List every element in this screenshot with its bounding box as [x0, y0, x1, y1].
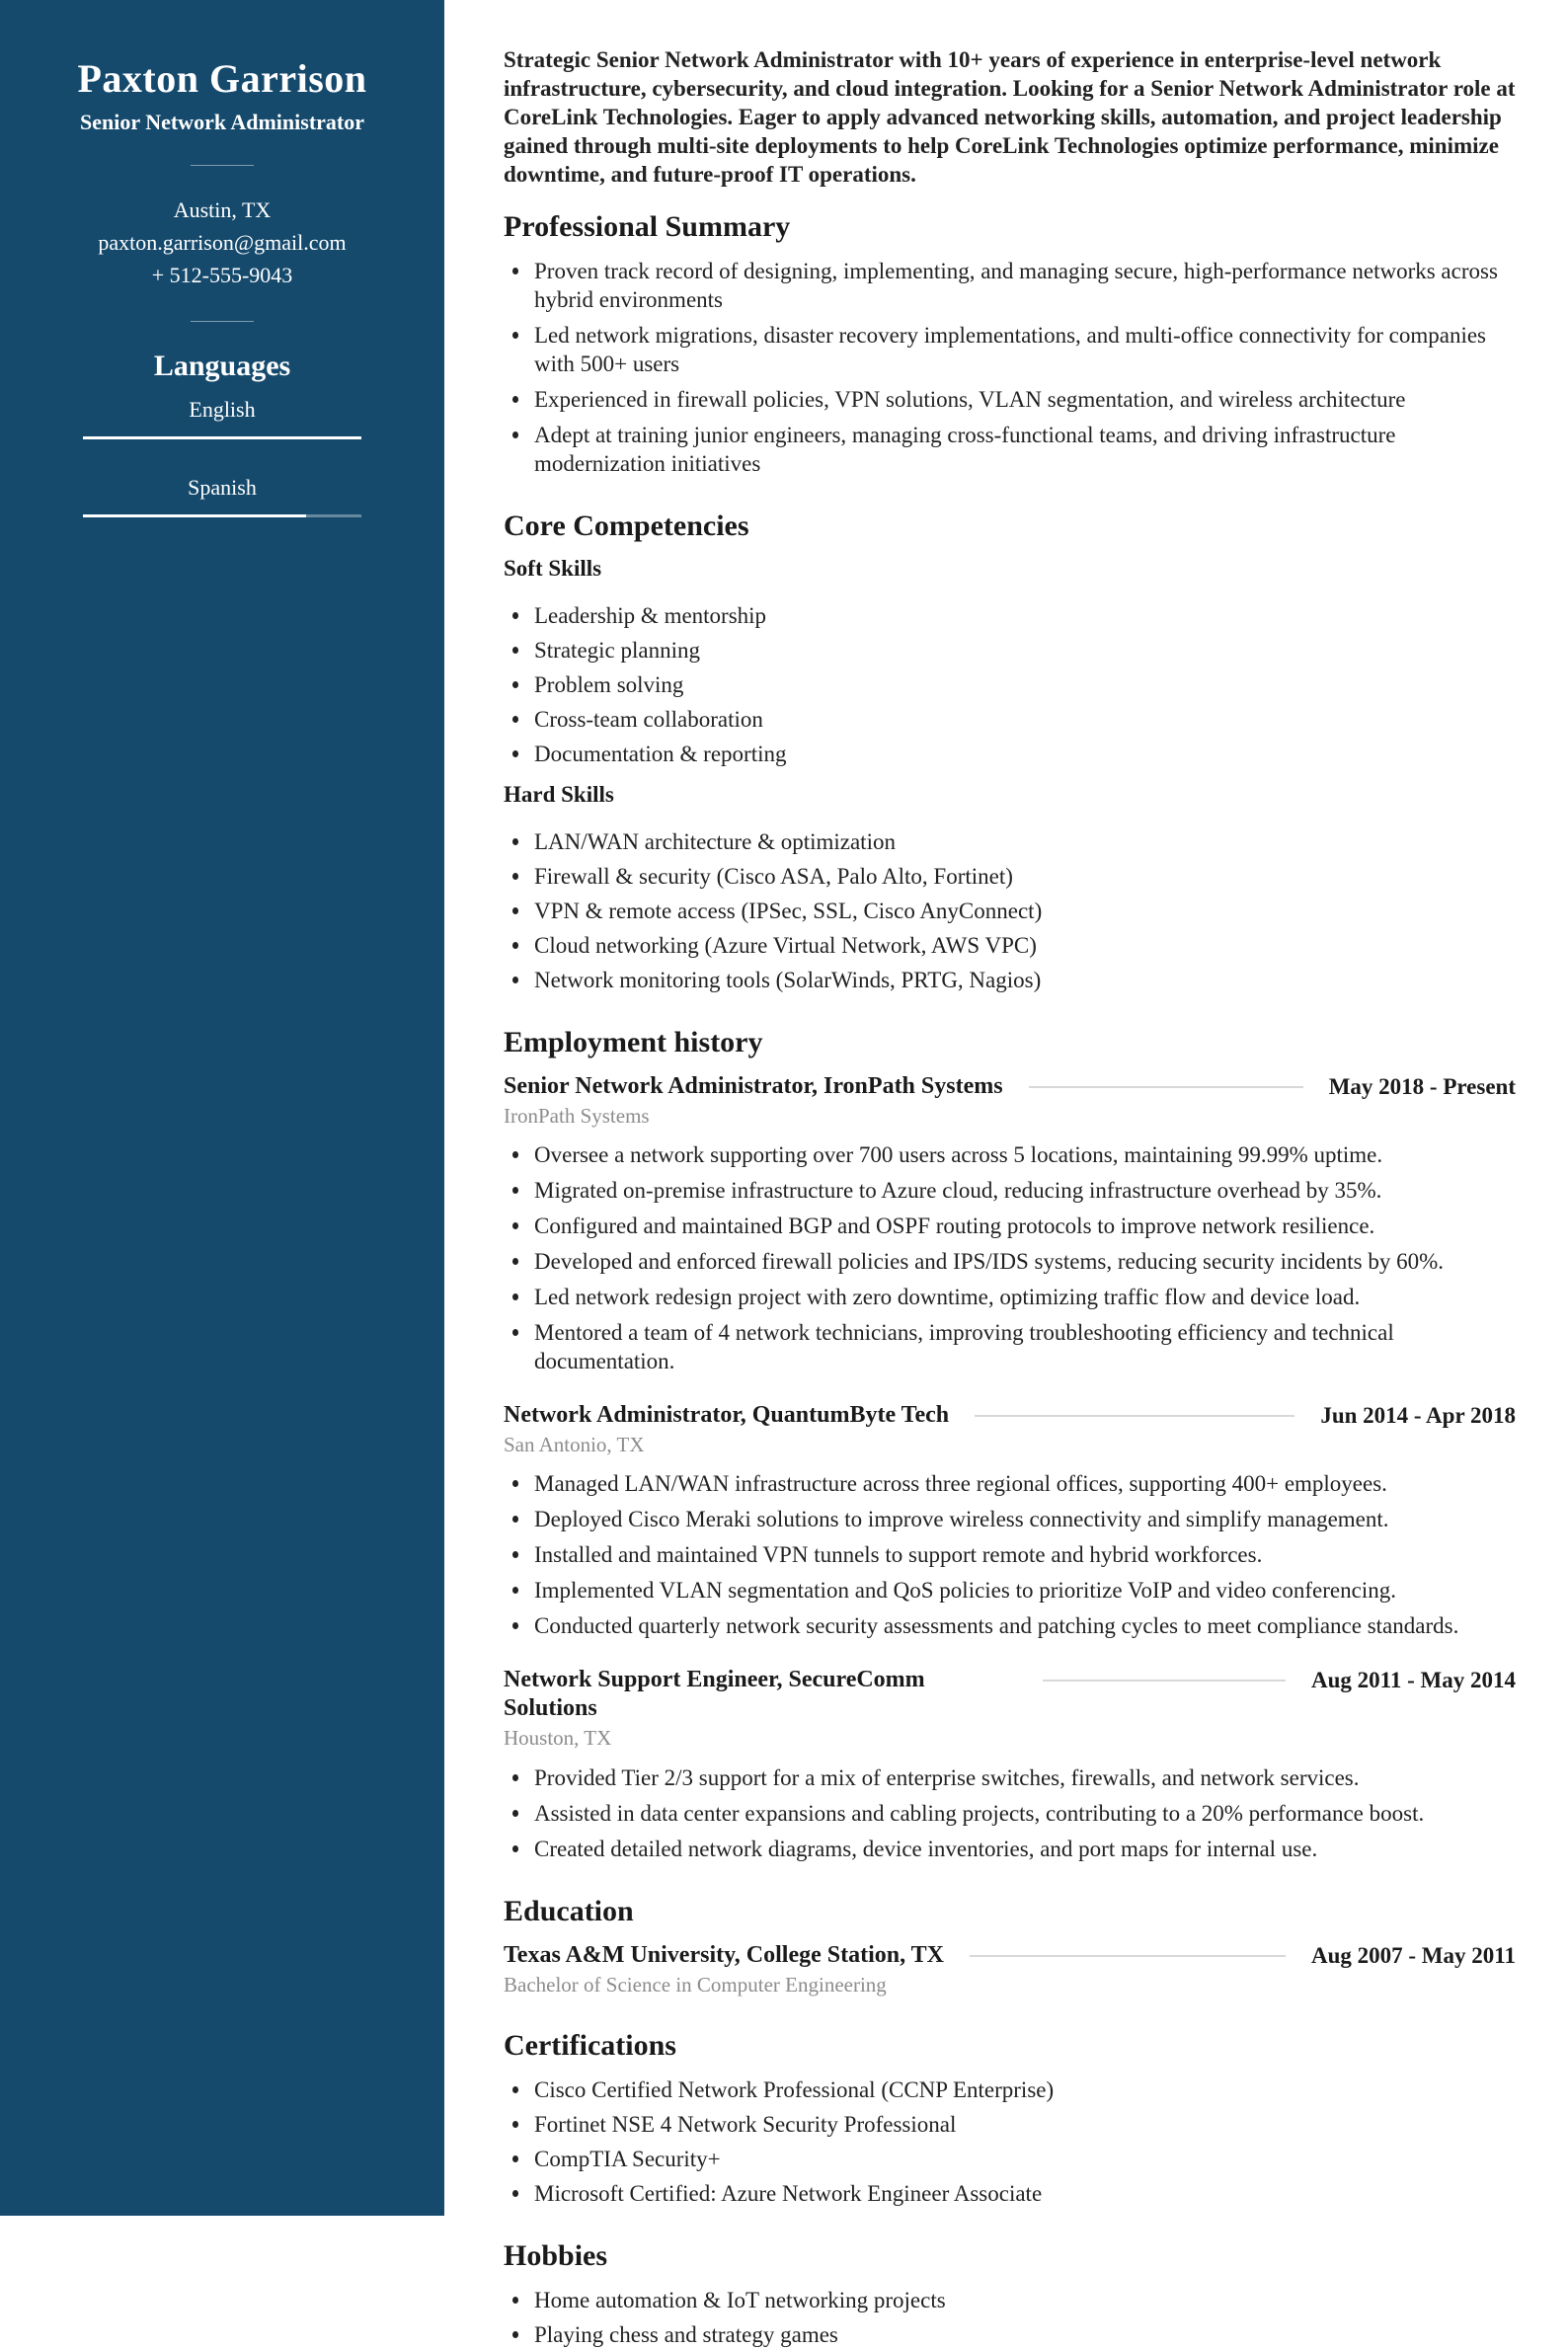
job-entry	[504, 1666, 1516, 1862]
bullet-item: Developed and enforced firewall policies and IPS/IDS systems, reducing security incidents by 60%.	[504, 1247, 1516, 1276]
contact-email: paxton.garrison@gmail.com	[98, 230, 347, 256]
bullet-item: Migrated on-premise infrastructure to Azure cloud, reducing infrastructure overhead by 35%.	[504, 1176, 1516, 1205]
job-entry	[504, 1072, 1516, 1375]
job-bullet-list	[504, 1469, 1516, 1640]
sidebar-divider	[191, 165, 254, 166]
bullet-item: Mentored a team of 4 network technicians, improving troubleshooting efficiency and technical documentation.	[504, 1318, 1516, 1375]
bullet-item: Microsoft Certified: Azure Network Engineer Associate	[504, 2179, 1516, 2208]
main-content	[444, 0, 1568, 2347]
bullet-item: CompTIA Security+	[504, 2145, 1516, 2173]
job-dates: Aug 2011 - May 2014	[1311, 1668, 1516, 1693]
bullet-item: Created detailed network diagrams, device inventories, and port maps for internal use.	[504, 1835, 1516, 1863]
sidebar	[0, 0, 444, 2216]
job-header	[504, 1072, 1516, 1101]
education-entry	[504, 1941, 1516, 1997]
bullet-item: Oversee a network supporting over 700 users across 5 locations, maintaining 99.99% uptime.	[504, 1140, 1516, 1169]
job-dates: Jun 2014 - Apr 2018	[1320, 1403, 1516, 1429]
contact-location: Austin, TX	[173, 197, 272, 223]
bullet-item: Experienced in firewall policies, VPN solutions, VLAN segmentation, and wireless architecture	[504, 385, 1516, 414]
bullet-item: Configured and maintained BGP and OSPF routing protocols to improve network resilience.	[504, 1212, 1516, 1240]
bullet-item: Cisco Certified Network Professional (CCNP Enterprise)	[504, 2075, 1516, 2104]
section-heading-hobbies: Hobbies	[504, 2238, 608, 2272]
job-dates: May 2018 - Present	[1328, 1074, 1516, 1099]
bullet-item: Home automation & IoT networking projects	[504, 2286, 1516, 2314]
bullet-item: Adept at training junior engineers, managing cross-functional teams, and driving infrastructure modernization initiatives	[504, 421, 1516, 478]
language-item	[39, 397, 405, 439]
language-name: Spanish	[188, 475, 257, 501]
education-header	[504, 1941, 1516, 1970]
language-level-track	[83, 514, 361, 517]
job-bullet-list	[504, 1140, 1516, 1375]
bullet-item: Installed and maintained VPN tunnels to support remote and hybrid workforces.	[504, 1540, 1516, 1569]
hard-skills-subheading: Hard Skills	[504, 782, 614, 807]
bullet-item: Problem solving	[504, 670, 1516, 699]
bullet-item: VPN & remote access (IPSec, SSL, Cisco AnyConnect)	[504, 897, 1516, 925]
bullet-item: LAN/WAN architecture & optimization	[504, 827, 1516, 856]
bullet-item: Leadership & mentorship	[504, 601, 1516, 630]
language-level-fill	[83, 514, 306, 517]
bullet-item: Provided Tier 2/3 support for a mix of enterprise switches, firewalls, and network services.	[504, 1763, 1516, 1792]
job-title: Network Administrator, QuantumByte Tech	[504, 1402, 950, 1429]
bullet-item: Deployed Cisco Meraki solutions to improve wireless connectivity and simplify management.	[504, 1505, 1516, 1533]
languages-heading: Languages	[153, 350, 291, 383]
section-heading-certifications: Certifications	[504, 2028, 676, 2062]
bullet-item: Led network redesign project with zero downtime, optimizing traffic flow and device load.	[504, 1283, 1516, 1311]
bullet-item: Cloud networking (Azure Virtual Network, AWS VPC)	[504, 931, 1516, 960]
bullet-item: Strategic planning	[504, 636, 1516, 665]
hard-skills-list	[504, 827, 1516, 994]
language-name: English	[189, 397, 256, 423]
contact-phone: + 512-555-9043	[151, 263, 293, 288]
bullet-item: Managed LAN/WAN infrastructure across three regional offices, supporting 400+ employees.	[504, 1469, 1516, 1498]
job-subtitle: San Antonio, TX	[504, 1433, 645, 1457]
person-name: Paxton Garrison	[77, 56, 367, 101]
section-heading-professional-summary: Professional Summary	[504, 210, 791, 243]
bullet-item: Network monitoring tools (SolarWinds, PRTG, Nagios)	[504, 966, 1516, 994]
sidebar-divider	[191, 321, 254, 322]
job-title: Senior Network Administrator, IronPath Systems	[504, 1073, 1003, 1099]
language-level-fill	[83, 436, 361, 439]
contact-block	[39, 194, 405, 291]
job-title: Network Support Engineer, SecureComm Solutions	[504, 1667, 925, 1722]
bullet-item: Playing chess and strategy games	[504, 2320, 1516, 2349]
education-dates: Aug 2007 - May 2011	[1311, 1942, 1516, 1968]
header-rule	[975, 1415, 1294, 1417]
professional-summary-list	[504, 257, 1516, 478]
bullet-item: Firewall & security (Cisco ASA, Palo Alto, Fortinet)	[504, 862, 1516, 891]
education-degree: Bachelor of Science in Computer Engineering	[504, 1972, 887, 1997]
education-school: Texas A&M University, College Station, TX	[504, 1941, 945, 1968]
bullet-item: Documentation & reporting	[504, 740, 1516, 768]
profile-summary-paragraph: Strategic Senior Network Administrator with 10+ years of experience in enterprise-level network infrastructure, cybersecurity, and cloud integration. Looking for a Senior Network Administrator role at CoreLink Technologies. Eager to apply advanced networking skills, automation, and project leadership gained through multi-site deployments to help CoreLink Technologies optimize performance, minimize downtime, and future-proof IT operations.	[504, 47, 1516, 187]
header-rule	[1043, 1680, 1286, 1682]
job-subtitle: IronPath Systems	[504, 1104, 650, 1128]
bullet-item: Fortinet NSE 4 Network Security Professional	[504, 2110, 1516, 2139]
bullet-item: Led network migrations, disaster recovery implementations, and multi-office connectivity for companies with 500+ users	[504, 321, 1516, 378]
header-rule	[970, 1955, 1286, 1957]
bullet-item: Proven track record of designing, implementing, and managing secure, high-performance networks across hybrid environments	[504, 257, 1516, 314]
hobbies-list	[504, 2286, 1516, 2349]
job-header	[504, 1401, 1516, 1430]
language-level-track	[83, 436, 361, 439]
bullet-item: Cross-team collaboration	[504, 705, 1516, 734]
section-heading-core-competencies: Core Competencies	[504, 509, 749, 542]
bullet-item: Implemented VLAN segmentation and QoS policies to prioritize VoIP and video conferencing.	[504, 1576, 1516, 1605]
soft-skills-subheading: Soft Skills	[504, 556, 602, 581]
certifications-list	[504, 2075, 1516, 2208]
job-subtitle: Houston, TX	[504, 1726, 612, 1751]
bullet-item: Conducted quarterly network security assessments and patching cycles to meet compliance standards.	[504, 1611, 1516, 1640]
job-bullet-list	[504, 1763, 1516, 1863]
section-heading-employment-history: Employment history	[504, 1026, 763, 1058]
bullet-item: Assisted in data center expansions and cabling projects, contributing to a 20% performance boost.	[504, 1799, 1516, 1828]
person-title: Senior Network Administrator	[79, 109, 365, 134]
header-rule	[1029, 1086, 1303, 1088]
job-header	[504, 1666, 1516, 1723]
soft-skills-list	[504, 601, 1516, 768]
job-entry	[504, 1401, 1516, 1640]
language-item	[39, 475, 405, 517]
section-heading-education: Education	[504, 1894, 634, 1927]
